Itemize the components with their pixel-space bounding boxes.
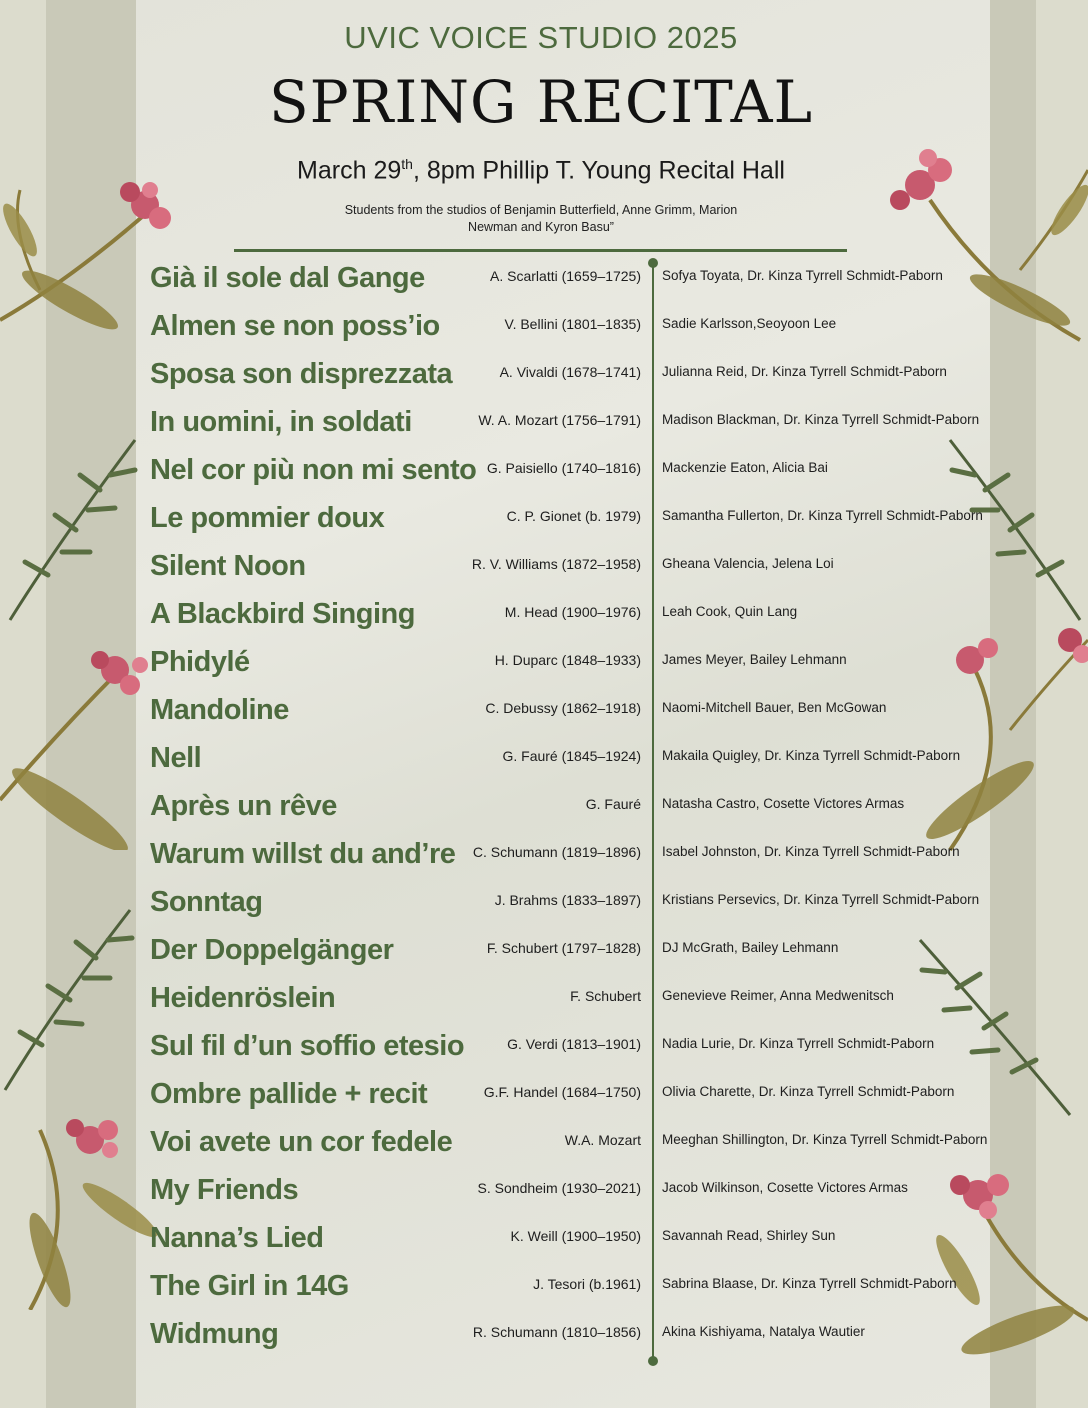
piece-title: My Friends bbox=[150, 1174, 299, 1206]
program-row bbox=[0, 1264, 1088, 1312]
composer-name: K. Weill (1900–1950) bbox=[510, 1228, 641, 1244]
performer-names: Makaila Quigley, Dr. Kinza Tyrrell Schmidt-Paborn bbox=[662, 748, 961, 763]
performer-names: Naomi-Mitchell Bauer, Ben McGowan bbox=[662, 700, 887, 715]
composer-name: A. Vivaldi (1678–1741) bbox=[499, 364, 641, 380]
program-row bbox=[0, 640, 1088, 688]
piece-title: Warum willst du and’re bbox=[150, 838, 456, 870]
piece-title: Nel cor più non mi sento bbox=[150, 454, 477, 486]
composer-name: G. Fauré (1845–1924) bbox=[502, 748, 641, 764]
composer-name: A. Scarlatti (1659–1725) bbox=[490, 268, 641, 284]
piece-title: A Blackbird Singing bbox=[150, 598, 415, 630]
piece-title: Widmung bbox=[150, 1318, 279, 1350]
program-row bbox=[0, 1312, 1088, 1360]
piece-title: Sonntag bbox=[150, 886, 263, 918]
piece-title: Ombre pallide + recit bbox=[150, 1078, 428, 1110]
composer-name: J. Tesori (b.1961) bbox=[533, 1276, 641, 1292]
program-row bbox=[0, 496, 1088, 544]
studios-note-line-2: Newman and Kyron Basu” bbox=[468, 220, 614, 234]
performer-names: Leah Cook, Quin Lang bbox=[662, 604, 798, 619]
program-row bbox=[0, 928, 1088, 976]
program-row bbox=[0, 304, 1088, 352]
program-row bbox=[0, 736, 1088, 784]
event-date: March 29 bbox=[297, 156, 402, 185]
piece-title: Sul fil d’un soffio etesio bbox=[150, 1030, 465, 1062]
program-row bbox=[0, 256, 1088, 304]
performer-names: Genevieve Reimer, Anna Medwenitsch bbox=[662, 988, 894, 1003]
performer-names: Samantha Fullerton, Dr. Kinza Tyrrell Schmidt-Paborn bbox=[662, 508, 983, 523]
program-row bbox=[0, 592, 1088, 640]
performer-names: Sadie Karlsson,Seoyoon Lee bbox=[662, 316, 837, 331]
performer-names: Kristians Persevics, Dr. Kinza Tyrrell Schmidt-Paborn bbox=[662, 892, 980, 907]
performer-names: Mackenzie Eaton, Alicia Bai bbox=[662, 460, 828, 475]
composer-name: M. Head (1900–1976) bbox=[504, 604, 641, 620]
composer-name: C. Debussy (1862–1918) bbox=[485, 700, 641, 716]
piece-title: The Girl in 14G bbox=[150, 1270, 349, 1302]
performer-names: Jacob Wilkinson, Cosette Victores Armas bbox=[662, 1180, 908, 1195]
composer-name: J. Brahms (1833–1897) bbox=[494, 892, 641, 908]
piece-title: Heidenröslein bbox=[150, 982, 336, 1014]
studios-note bbox=[300, 202, 782, 236]
composer-name: C. Schumann (1819–1896) bbox=[472, 844, 641, 860]
event-venue: , 8pm Phillip T. Young Recital Hall bbox=[412, 156, 785, 185]
piece-title: Phidylé bbox=[150, 646, 250, 678]
program-row bbox=[0, 832, 1088, 880]
composer-name: S. Sondheim (1930–2021) bbox=[477, 1180, 641, 1196]
performer-names: Sabrina Blaase, Dr. Kinza Tyrrell Schmidt-Paborn bbox=[662, 1276, 957, 1291]
composer-name: G.F. Handel (1684–1750) bbox=[483, 1084, 641, 1100]
program-row bbox=[0, 976, 1088, 1024]
program-row bbox=[0, 1216, 1088, 1264]
composer-name: F. Schubert (1797–1828) bbox=[486, 940, 641, 956]
performer-names: Savannah Read, Shirley Sun bbox=[662, 1228, 836, 1243]
studio-heading: UVIC VOICE STUDIO 2025 bbox=[344, 20, 738, 55]
composer-name: C. P. Gionet (b. 1979) bbox=[506, 508, 641, 524]
composer-name: R. V. Williams (1872–1958) bbox=[471, 556, 641, 572]
performer-names: Madison Blackman, Dr. Kinza Tyrrell Schmidt-Paborn bbox=[662, 412, 980, 427]
piece-title: Almen se non poss’io bbox=[150, 310, 440, 342]
program-row bbox=[0, 1120, 1088, 1168]
piece-title: Nell bbox=[150, 742, 202, 774]
composer-name: G. Fauré bbox=[585, 796, 641, 812]
performer-names: Akina Kishiyama, Natalya Wautier bbox=[662, 1324, 865, 1339]
piece-title: Mandoline bbox=[150, 694, 289, 726]
composer-name: W. A. Mozart (1756–1791) bbox=[478, 412, 641, 428]
piece-title: Après un rêve bbox=[150, 790, 337, 822]
performer-names: Olivia Charette, Dr. Kinza Tyrrell Schmidt-Paborn bbox=[662, 1084, 955, 1099]
performer-names: Gheana Valencia, Jelena Loi bbox=[662, 556, 834, 571]
composer-name: F. Schubert bbox=[570, 988, 641, 1004]
program-row bbox=[0, 1072, 1088, 1120]
event-date-suffix: th bbox=[401, 156, 413, 172]
piece-title: In uomini, in soldati bbox=[150, 406, 412, 438]
studios-note-line-1: Students from the studios of Benjamin Butterfield, Anne Grimm, Marion bbox=[344, 203, 738, 217]
performer-names: Nadia Lurie, Dr. Kinza Tyrrell Schmidt-Paborn bbox=[662, 1036, 935, 1051]
piece-title: Voi avete un cor fedele bbox=[150, 1126, 453, 1158]
page-title: SPRING RECITAL bbox=[268, 68, 814, 136]
program-row bbox=[0, 784, 1088, 832]
performer-names: Isabel Johnston, Dr. Kinza Tyrrell Schmidt-Paborn bbox=[662, 844, 960, 859]
event-date-venue bbox=[136, 156, 946, 185]
program-row bbox=[0, 1168, 1088, 1216]
composer-name: G. Paisiello (1740–1816) bbox=[486, 460, 641, 476]
program-row bbox=[0, 448, 1088, 496]
performer-names: Sofya Toyata, Dr. Kinza Tyrrell Schmidt-Paborn bbox=[662, 268, 943, 283]
composer-name: R. Schumann (1810–1856) bbox=[472, 1324, 641, 1340]
piece-title: Sposa son disprezzata bbox=[150, 358, 453, 390]
composer-name: W.A. Mozart bbox=[564, 1132, 641, 1148]
piece-title: Le pommier doux bbox=[150, 502, 385, 534]
performer-names: DJ McGrath, Bailey Lehmann bbox=[662, 940, 839, 955]
program-row bbox=[0, 688, 1088, 736]
piece-title: Der Doppelgänger bbox=[150, 934, 394, 966]
performer-names: Julianna Reid, Dr. Kinza Tyrrell Schmidt-Paborn bbox=[662, 364, 947, 379]
program-row bbox=[0, 1024, 1088, 1072]
composer-name: G. Verdi (1813–1901) bbox=[507, 1036, 641, 1052]
piece-title: Già il sole dal Gange bbox=[150, 262, 425, 294]
performer-names: James Meyer, Bailey Lehmann bbox=[662, 652, 847, 667]
program-row bbox=[0, 400, 1088, 448]
program-row bbox=[0, 352, 1088, 400]
piece-title: Silent Noon bbox=[150, 550, 306, 582]
composer-name: V. Bellini (1801–1835) bbox=[504, 316, 641, 332]
performer-names: Meeghan Shillington, Dr. Kinza Tyrrell Schmidt-Paborn bbox=[662, 1132, 988, 1147]
composer-name: H. Duparc (1848–1933) bbox=[494, 652, 641, 668]
program-row bbox=[0, 544, 1088, 592]
program-row bbox=[0, 880, 1088, 928]
header-divider bbox=[234, 249, 847, 252]
piece-title: Nanna’s Lied bbox=[150, 1222, 324, 1254]
performer-names: Natasha Castro, Cosette Victores Armas bbox=[662, 796, 905, 811]
